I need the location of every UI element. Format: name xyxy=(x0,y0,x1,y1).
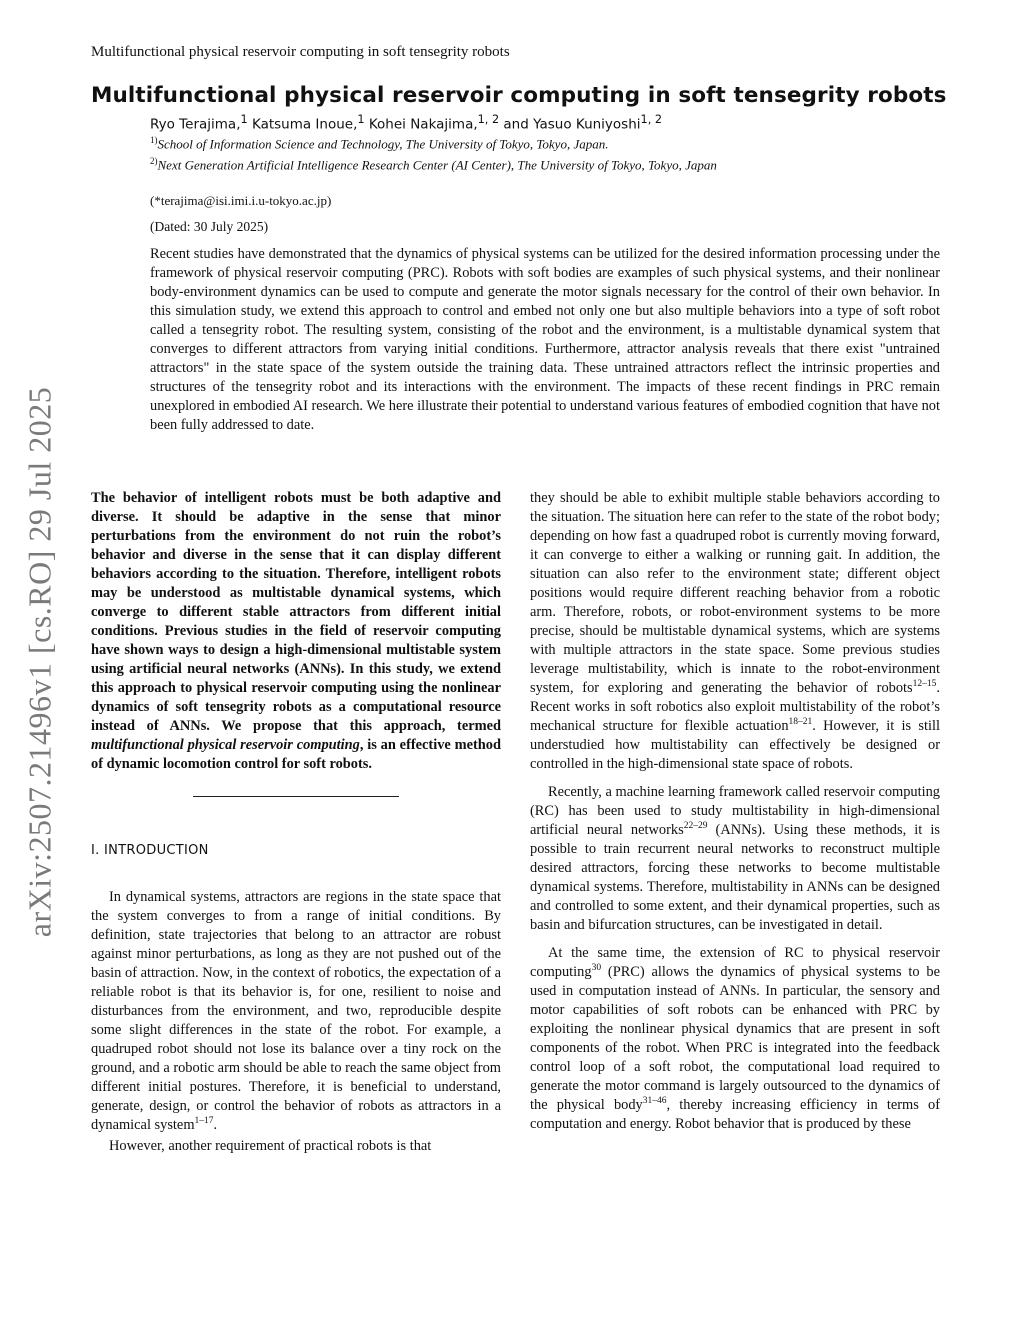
paragraph-text: . Recent works in soft robotics also exploit multistability of the robot’s mechanical structure for flexible actuation xyxy=(530,680,940,734)
author-affiliation-mark: 1, 2 xyxy=(640,113,662,126)
abstract: Recent studies have demonstrated that the dynamics of physical systems can be utilized for the desired information processing under the framework of physical reservoir computing (PRC). Robots with soft bodies are examples of such physical systems, and their nonlinear body-environment dynamics can be used to compute and generate the motor signals necessary for the control of their own behavior. In this simulation study, we extend this approach to control and embed not only one but also multiple behaviors into a type of soft robot called a tensegrity robot. The resulting system, consisting of the robot and the environment, is a multistable dynamical system that converges to different attractors from varying initial conditions. Furthermore, attractor analysis reveals that there exist "untrained attractors" in the state space of the system outside the training data. These untrained attractors reflect the intrinsic properties and structures of the tensegrity robot and its interactions with the environment. The impacts of these recent findings in PRC remain unexplored in embodied AI research. We here illustrate their potential to understand various features of embodied cognition that have not been fully addressed to date. xyxy=(150,246,940,433)
key-statement-text: The behavior of intelligent robots must be both adaptive and diverse. It should be adaptive in the sense that minor perturbations from the environment do not ruin the robot’s behavior and diverse in the sense that it can display different behaviors according to the situation. Therefore, intelligent robots may be understood as multistable dynamical systems, which converge to different stable attractors from different initial conditions. Previous studies in the field of reservoir computing have shown ways to design a high-dimensional multistable system using artificial neural networks (ANNs). In this study, we extend this approach to physical reservoir computing using the nonlinear dynamics of soft tensegrity robots as a computational resource instead of ANNs. We propose that this approach, termed xyxy=(91,490,501,734)
intro-paragraph-2-start xyxy=(91,1137,501,1156)
citation: 30 xyxy=(591,963,602,974)
paper-title: Multifunctional physical reservoir computing in soft tensegrity robots xyxy=(91,83,947,108)
citation: 18–21 xyxy=(788,717,813,728)
affiliation-1 xyxy=(150,132,810,153)
citation: 1–17 xyxy=(194,1116,214,1127)
paragraph-text: . However, it is still understudied how multistability can effectively be designed or controlled in the high-dimensional state space of robots. xyxy=(530,718,940,772)
author-name: Kohei Nakajima, xyxy=(364,116,478,133)
key-statement-text: , is an effective method of dynamic locomotion control for soft robots. xyxy=(91,737,501,772)
intro-paragraph-4 xyxy=(530,944,940,1134)
left-column xyxy=(91,489,501,1156)
date-line: (Dated: 30 July 2025) xyxy=(150,219,269,234)
paragraph-text: (PRC) allows the dynamics of physical systems to be used in computation instead of ANNs. In particular, the sensory and motor capabilities of soft robots can be enhanced with PRC by exploiting the nonlinear physical dynamics that are present in soft components of the robot. When PRC is integrated into the feedback control loop of a soft robot, the computational load required to generate the motor command is largely outsourced to the dynamics of the physical body xyxy=(530,964,940,1113)
affiliation-2 xyxy=(150,153,810,174)
author-name: Ryo Terajima, xyxy=(150,116,241,133)
contact-email: (*terajima@isi.imi.i.u-tokyo.ac.jp) xyxy=(150,193,332,208)
intro-paragraph-2-cont xyxy=(530,489,940,774)
intro-paragraph-1 xyxy=(91,888,501,1135)
affiliation-text: Next Generation Artificial Intelligence Research Center (AI Center), The University of Tokyo, Tokyo, Japan xyxy=(157,157,717,173)
affiliation-mark: 1) xyxy=(150,135,158,145)
paragraph-text: (ANNs). Using these methods, it is possible to train recurrent neural networks to reconstruct multiple desired attractors, forcing these networks to become multistable dynamical systems. Therefore, multistability in ANNs can be designed and controlled to some extent, and their dynamical properties, such as basin and bifurcation structures, can be investigated in detail. xyxy=(530,822,940,933)
affiliations xyxy=(150,132,810,174)
author-affiliation-mark: 1, 2 xyxy=(477,113,500,126)
affiliation-text: School of Information Science and Technology, The University of Tokyo, Tokyo, Japan. xyxy=(157,136,609,152)
author-name: and Yasuo Kuniyoshi xyxy=(499,116,641,133)
paragraph-text: At the same time, the extension of RC to physical reservoir computing xyxy=(530,945,940,980)
author-list xyxy=(150,113,662,133)
citation: 22–29 xyxy=(683,821,708,832)
affiliation-mark: 2) xyxy=(150,155,158,166)
citation: 12–15 xyxy=(912,679,937,690)
paragraph-text: In dynamical systems, attractors are regions in the state space that the system converges to from a range of initial conditions. By definition, state trajectories that belong to an attractor are robust against minor perturbations, as long as they are not pushed out of the basin of attraction. Now, in the context of robotics, the expectation of a reliable robot is that its behavior is, for one, resilient to noise and disturbances from the environment, and two, reproducible despite some slight differences in the state of the robot. For example, a quadruped robot should not lose its balance over a tiny rock on the ground, and a robotic arm should be able to reach the same object from different initial postures. Therefore, it is beneficial to understand, generate, design, or control the behavior of robots as attractors in a dynamical system xyxy=(91,889,501,1133)
arxiv-identifier-stamp: arXiv:2507.21496v1 [cs.RO] 29 Jul 2025 xyxy=(21,386,58,938)
intro-paragraph-3 xyxy=(530,783,940,935)
author-affiliation-mark: 1 xyxy=(357,113,365,126)
author-name: Katsuma Inoue, xyxy=(247,116,358,133)
right-column xyxy=(530,489,940,1134)
paragraph-text: they should be able to exhibit multiple stable behaviors according to the situation. The situation here can refer to the state of the robot body; depending on how fast a quadruped robot is currently moving forward, it can converge to either a walking or running gait. In addition, the situation can also refer to the environment state; different object positions would require different reaching behavior from a robotic arm. Therefore, robots, or robot-environment systems to be more precise, should be multistable dynamical systems, which are systems with multiple attractors in the state space. Some previous studies leverage multistability, which is innate to the robot-environment system, for exploring and generating the behavior of robots xyxy=(530,490,940,696)
citation: 31–46 xyxy=(642,1096,667,1107)
author-affiliation-mark: 1 xyxy=(240,113,248,126)
paragraph-text: Recently, a machine learning framework called reservoir computing (RC) has been used to study multistability in high-dimensional artificial neural networks xyxy=(530,784,940,838)
paragraph-text: , thereby increasing efficiency in terms of computation and energy. Robot behavior that is produced by these xyxy=(530,1097,941,1132)
paragraph-text: . xyxy=(213,1117,218,1133)
section-divider xyxy=(193,796,399,797)
key-statement xyxy=(91,489,501,774)
section-heading: I. INTRODUCTION xyxy=(91,843,209,858)
key-statement-emphasis: multifunctional physical reservoir computing xyxy=(91,737,360,753)
running-head: Multifunctional physical reservoir computing in soft tensegrity robots xyxy=(91,44,510,60)
paragraph-text: However, another requirement of practical robots is that xyxy=(109,1138,432,1154)
